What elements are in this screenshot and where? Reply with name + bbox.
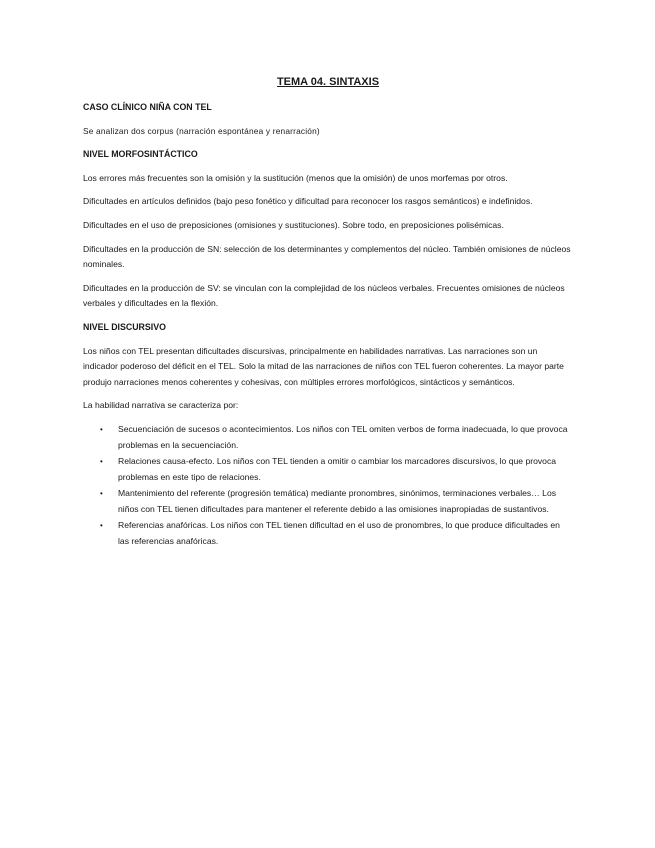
- morpho-paragraph-3: Dificultades en el uso de preposiciones (omisiones y sustituciones). Sobre todo, en preposiciones polisémicas.: [83, 219, 504, 230]
- intro-text: Se analizan dos corpus (narración espontánea y renarración): [83, 125, 320, 136]
- bullet-icon: •: [100, 521, 103, 531]
- list-item-text: Secuenciación de sucesos o acontecimientos. Los niños con TEL omiten verbos de forma inadecuada, lo que provoca problemas en la secuenciación.: [118, 423, 568, 450]
- bullet-icon: •: [100, 457, 103, 467]
- morpho-paragraph-1: Los errores más frecuentes son la omisión y la sustitución (menos que la omisión) de unos morfemas por otros.: [83, 172, 508, 183]
- list-item-text: Mantenimiento del referente (progresión temática) mediante pronombres, sinónimos, terminaciones verbales… Los niños con TEL tienen dificultades para mantener el referente debido a las omisiones inapropiadas de sustantivos.: [118, 488, 557, 514]
- bullet-icon: •: [100, 489, 103, 499]
- discourse-paragraph: Los niños con TEL presentan dificultades discursivas, principalmente en habilidades narrativas. Las narraciones son un indicador poderoso del déficit en el TEL. Solo la mitad de las narraciones de niños con TEL fueron coherentes. La mayor parte produjo narraciones menos coherentes y cohesivas, con múltiples errores morfológicos, sintácticos y semánticos.: [83, 345, 564, 387]
- document-title: TEMA 04. SINTAXIS: [276, 76, 380, 88]
- case-heading: CASO CLÍNICO NIÑA CON TEL: [83, 102, 212, 112]
- narrative-bullet-list: [83, 422, 573, 550]
- morpho-paragraph-2: Dificultades en artículos definidos (bajo peso fonético y dificultad para reconocer los rasgos semánticos) e indefinidos.: [83, 196, 533, 207]
- bullet-icon: •: [100, 424, 103, 434]
- list-item-text: Referencias anafóricas. Los niños con TEL tienen dificultad en el uso de pronombres, lo que produce dificultades en las referencias anafóricas.: [118, 520, 560, 547]
- list-item: [83, 422, 573, 453]
- section-heading-discourse: NIVEL DISCURSIVO: [83, 321, 166, 332]
- list-item-text: Relaciones causa-efecto. Los niños con TEL tienden a omitir o cambiar los marcadores discursivos, lo que provoca problemas en este tipo de relaciones.: [118, 456, 557, 482]
- morpho-paragraph-5: Dificultades en la producción de SV: se vinculan con la complejidad de los núcleos verbales. Frecuentes omisiones de núcleos verbales y dificultades en la flexión.: [83, 282, 565, 309]
- morpho-paragraph-4: Dificultades en la producción de SN: selección de los determinantes y complementos del núcleo. También omisiones de núcleos nominales.: [83, 243, 571, 270]
- list-item: [83, 518, 573, 549]
- list-item: [83, 486, 573, 517]
- narrative-intro: La habilidad narrativa se caracteriza por:: [83, 400, 239, 411]
- list-item: [83, 454, 573, 485]
- section-heading-morphosyntactic: NIVEL MORFOSINTÁCTICO: [83, 149, 198, 160]
- document-page: [83, 74, 573, 551]
